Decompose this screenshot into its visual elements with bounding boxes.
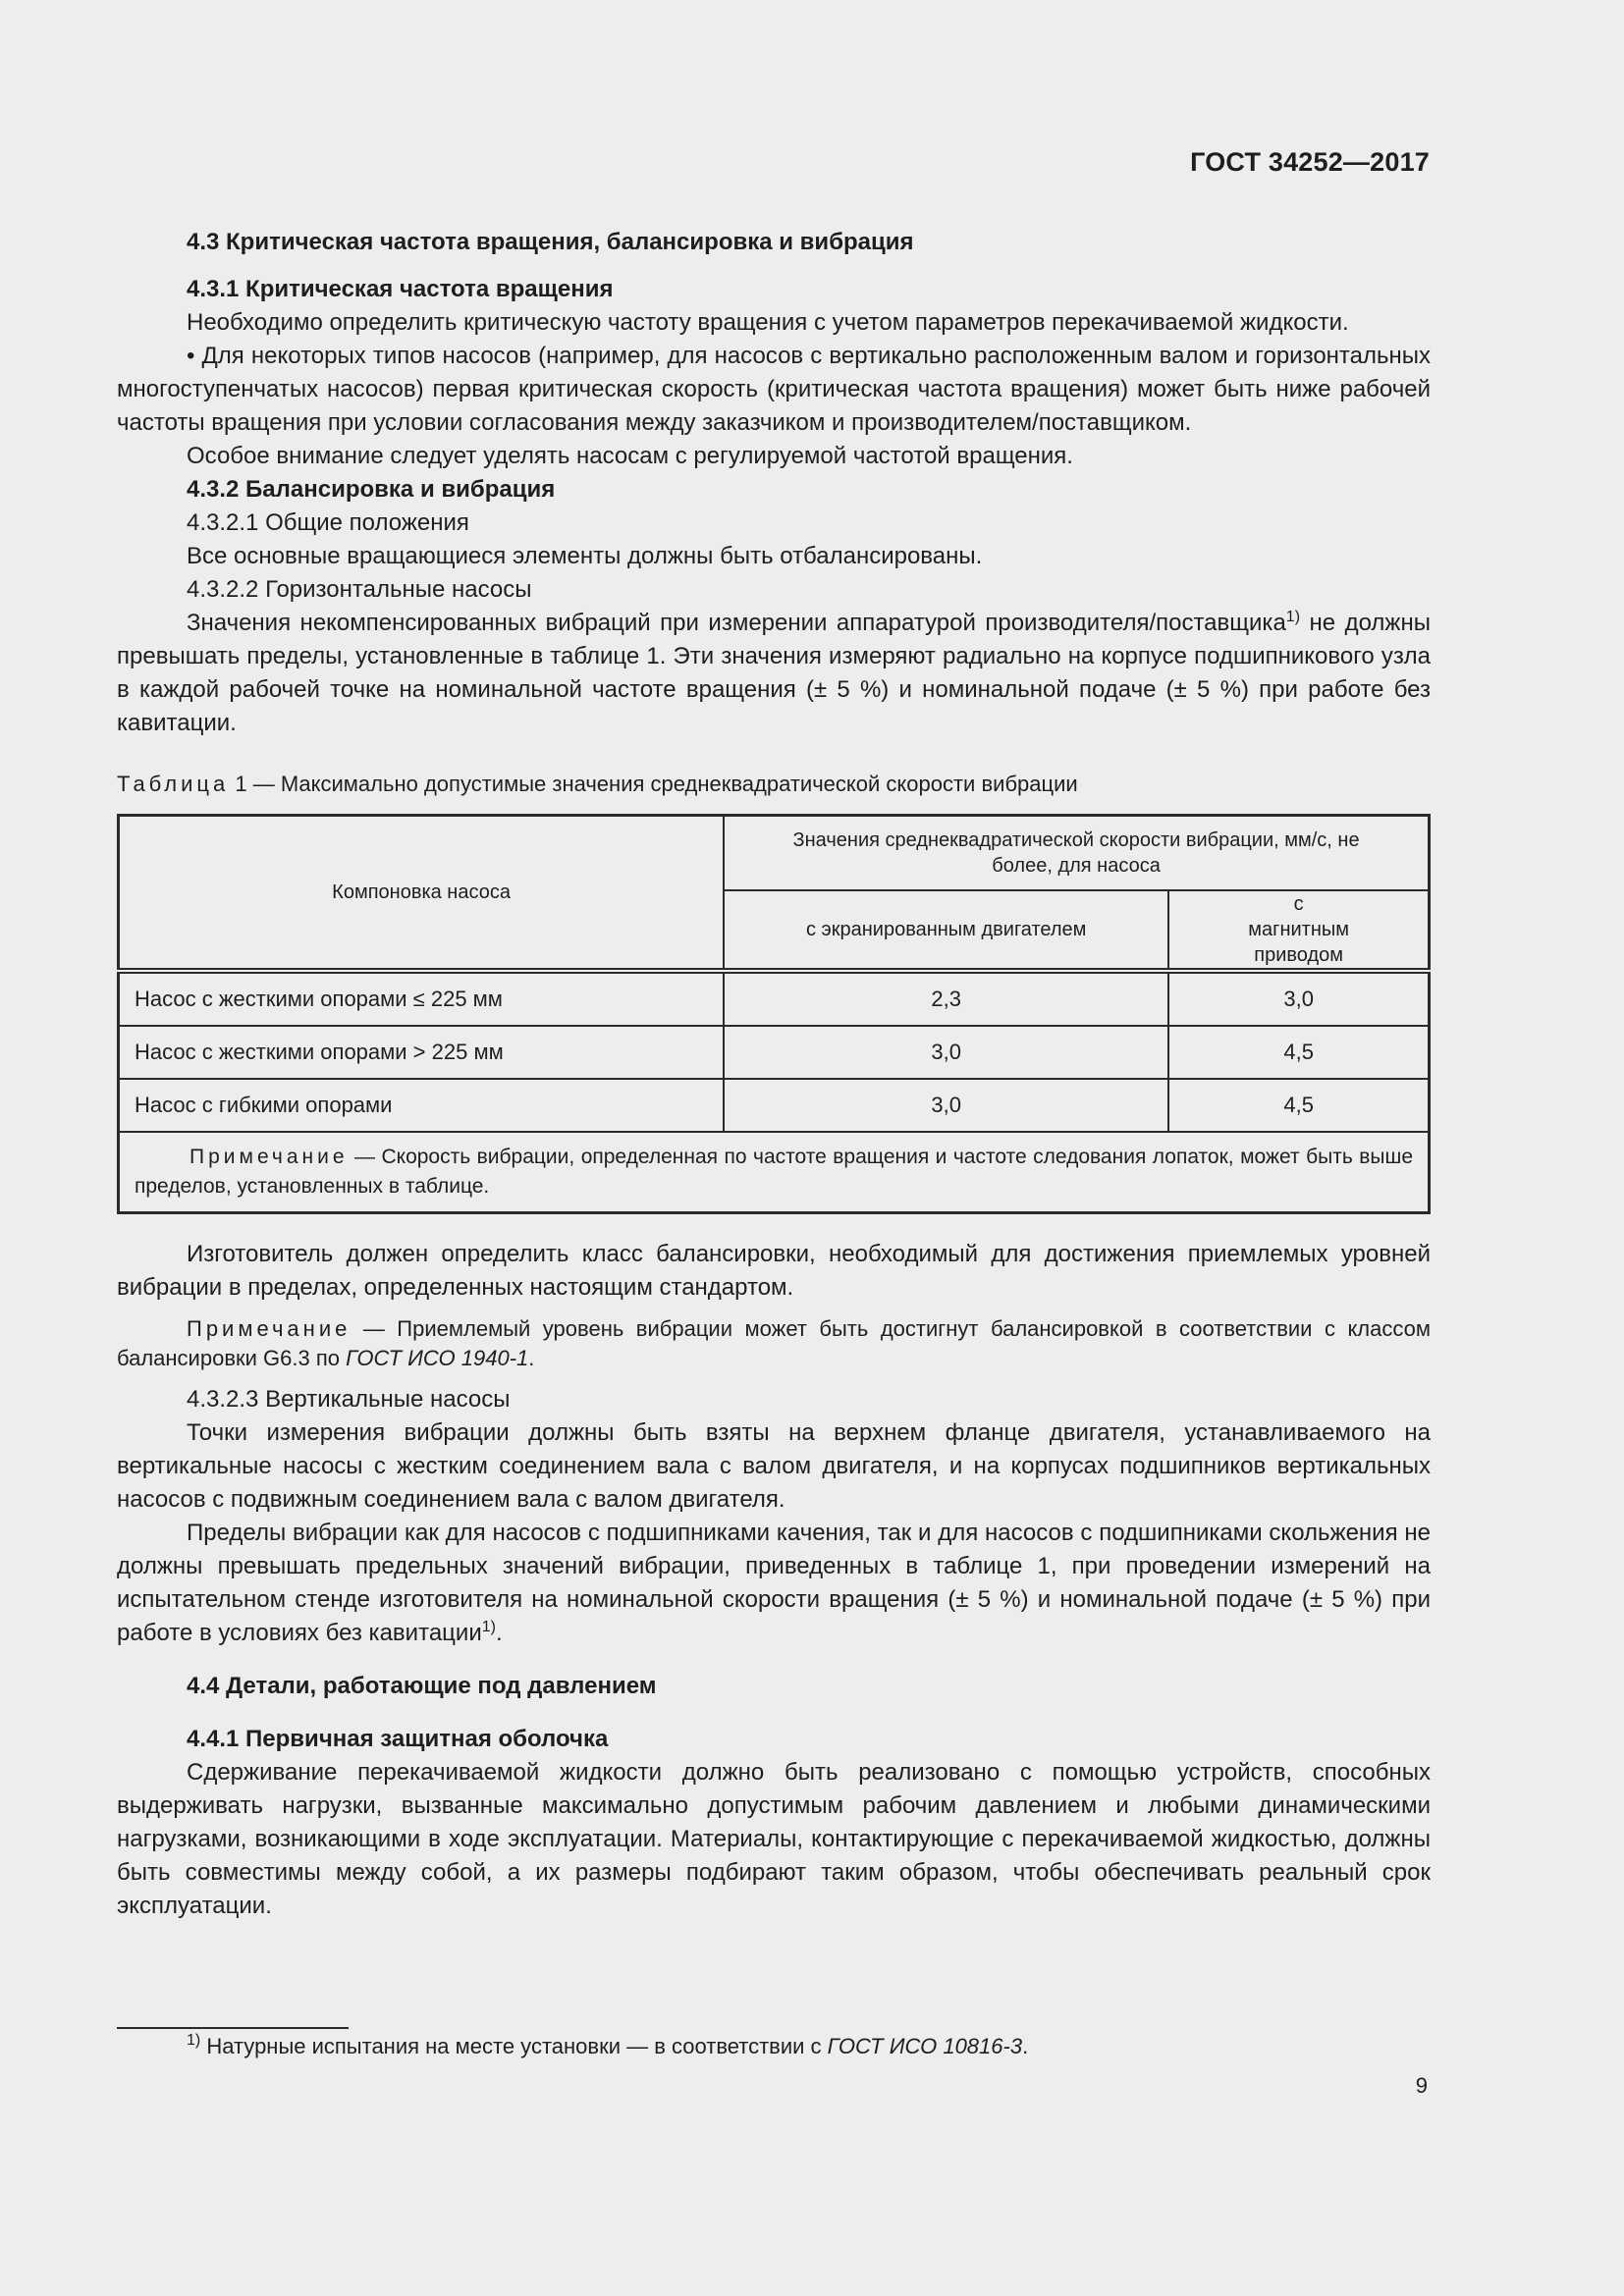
table-caption-label: Таблица	[117, 772, 230, 796]
table-row	[119, 1079, 1430, 1132]
paragraph	[117, 607, 1431, 740]
column-header-magnetic-drive: с магнитным приводом	[1168, 890, 1429, 971]
footnote-mark: 1)	[187, 2032, 201, 2049]
paragraph: Изготовитель должен определить класс балансировки, необходимый для достижения приемлемых уровней вибрации в пределах, определенных настоящим стандартом.	[117, 1240, 1431, 1301]
note-end: .	[528, 1345, 535, 1370]
footnote-ref[interactable]: 1)	[481, 1618, 496, 1635]
note-label: Примечание	[187, 1315, 352, 1341]
table-row	[119, 971, 1430, 1026]
table-row	[119, 1026, 1430, 1079]
section-4-3-1-heading: 4.3.1 Критическая частота вращения	[187, 276, 614, 302]
document-id: ГОСТ 34252—2017	[1190, 147, 1430, 177]
main-content	[117, 226, 1431, 1923]
section-4-4-heading: 4.4 Детали, работающие под давлением	[187, 1672, 657, 1699]
paragraph: Все основные вращающиеся элементы должны быть отбалансированы.	[187, 543, 983, 569]
table-note	[119, 1132, 1430, 1213]
cell-value: 4,5	[1168, 1026, 1429, 1079]
table-caption-text: 1 — Максимально допустимые значения среднеквадратической скорости вибрации	[229, 772, 1078, 796]
bullet-paragraph: • Для некоторых типов насосов (например, для насосов с вертикально расположенным валом и горизонтальных многоступенчатых насосов) первая критическая скорость (критическая частота вращения) может быть ниже рабочей частоты вращения при условии согласования между заказчиком и производителем/поставщиком.	[117, 343, 1431, 436]
standard-reference-link[interactable]: ГОСТ ИСО 10816-3	[827, 2034, 1023, 2058]
paragraph	[117, 1517, 1431, 1650]
footnote-text: Натурные испытания на месте установки — в соответствии с	[200, 2034, 828, 2058]
paragraph: Особое внимание следует уделять насосам с регулируемой частотой вращения.	[187, 443, 1073, 469]
paragraph: Сдерживание перекачиваемой жидкости должно быть реализовано с помощью устройств, способных выдерживать нагрузки, вызванные максимально допустимым рабочим давлением и любыми динамическими нагрузками, возникающими в ходе эксплуатации. Материалы, контактирующие с перекачиваемой жидкостью, должны быть совместимы между собой, а их размеры подбирают таким образом, чтобы обеспечивать реальный срок эксплуатации.	[117, 1758, 1431, 1919]
page-number: 9	[1415, 2073, 1428, 2098]
subsection-4-3-2-1-heading: 4.3.2.1 Общие положения	[187, 509, 469, 536]
paragraph: Точки измерения вибрации должны быть взяты на верхнем фланце двигателя, устанавливаемого на вертикальные насосы с жестким соединением вала с валом двигателя, и на корпусах подшипников вертикальных насосов с подвижным соединением вала с валом двигателя.	[117, 1418, 1431, 1513]
note-paragraph	[117, 1314, 1431, 1373]
table-caption	[117, 770, 1431, 799]
paragraph-text: Пределы вибрации как для насосов с подшипниками качения, так и для насосов с подшипниками скольжения не должны превышать предельных значений вибрации, приведенных в таблице 1, при проведении измерений на испытательном стенде изготовителя на номинальной скорости вращения (± 5 %) и номинальной подаче (± 5 %) при работе в условиях без кавитации	[117, 1519, 1431, 1646]
section-4-3-2-heading: 4.3.2 Балансировка и вибрация	[187, 476, 556, 503]
cell-value: 4,5	[1168, 1079, 1429, 1132]
table-note-label: Примечание	[189, 1145, 349, 1168]
cell-value: 2,3	[724, 971, 1168, 1026]
cell-value: 3,0	[724, 1026, 1168, 1079]
subsection-4-3-2-2-heading: 4.3.2.2 Горизонтальные насосы	[187, 576, 532, 603]
footnote-separator	[117, 2027, 349, 2029]
section-4-4-1-heading: 4.4.1 Первичная защитная оболочка	[187, 1725, 609, 1752]
paragraph: Необходимо определить критическую частоту вращения с учетом параметров перекачиваемой жидкости.	[187, 309, 1349, 336]
section-4-3-heading: 4.3 Критическая частота вращения, балансировка и вибрация	[187, 229, 914, 255]
note-text: — Приемлемый уровень вибрации может быть достигнут балансировкой в соответствии с классом балансировки G6.3 по	[117, 1315, 1431, 1370]
row-label: Насос с жесткими опорами > 225 мм	[119, 1026, 725, 1079]
vibration-table	[117, 814, 1431, 1214]
footnote-ref[interactable]: 1)	[1285, 609, 1301, 625]
column-header-shielded-motor: с экранированным двигателем	[724, 890, 1168, 971]
footnote-end: .	[1022, 2034, 1029, 2058]
column-header-layout: Компоновка насоса	[119, 816, 725, 971]
footnote	[187, 2032, 1028, 2061]
paragraph-text: Значения некомпенсированных вибраций при измерении аппаратурой производителя/поставщика	[187, 610, 1286, 636]
subsection-4-3-2-3-heading: 4.3.2.3 Вертикальные насосы	[187, 1385, 511, 1413]
table-note-text: — Скорость вибрации, определенная по частоте вращения и частоте следования лопаток, может быть выше пределов, установленных в таблице.	[135, 1145, 1413, 1198]
paragraph-end: .	[495, 1619, 503, 1646]
cell-value: 3,0	[1168, 971, 1429, 1026]
column-group-header: Значения среднеквадратической скорости вибрации, мм/с, не более, для насоса	[724, 816, 1429, 890]
cell-value: 3,0	[724, 1079, 1168, 1132]
standard-reference-link[interactable]: ГОСТ ИСО 1940-1	[346, 1345, 529, 1370]
paragraph-text: не должны превышать пределы, установленные в таблице 1. Эти значения измеряют радиально на корпусе подшипникового узла в каждой рабочей точке на номинальной частоте вращения (± 5 %) и номинальной подаче (± 5 %) при работе без кавитации.	[117, 610, 1431, 736]
row-label: Насос с жесткими опорами ≤ 225 мм	[119, 971, 725, 1026]
row-label: Насос с гибкими опорами	[119, 1079, 725, 1132]
